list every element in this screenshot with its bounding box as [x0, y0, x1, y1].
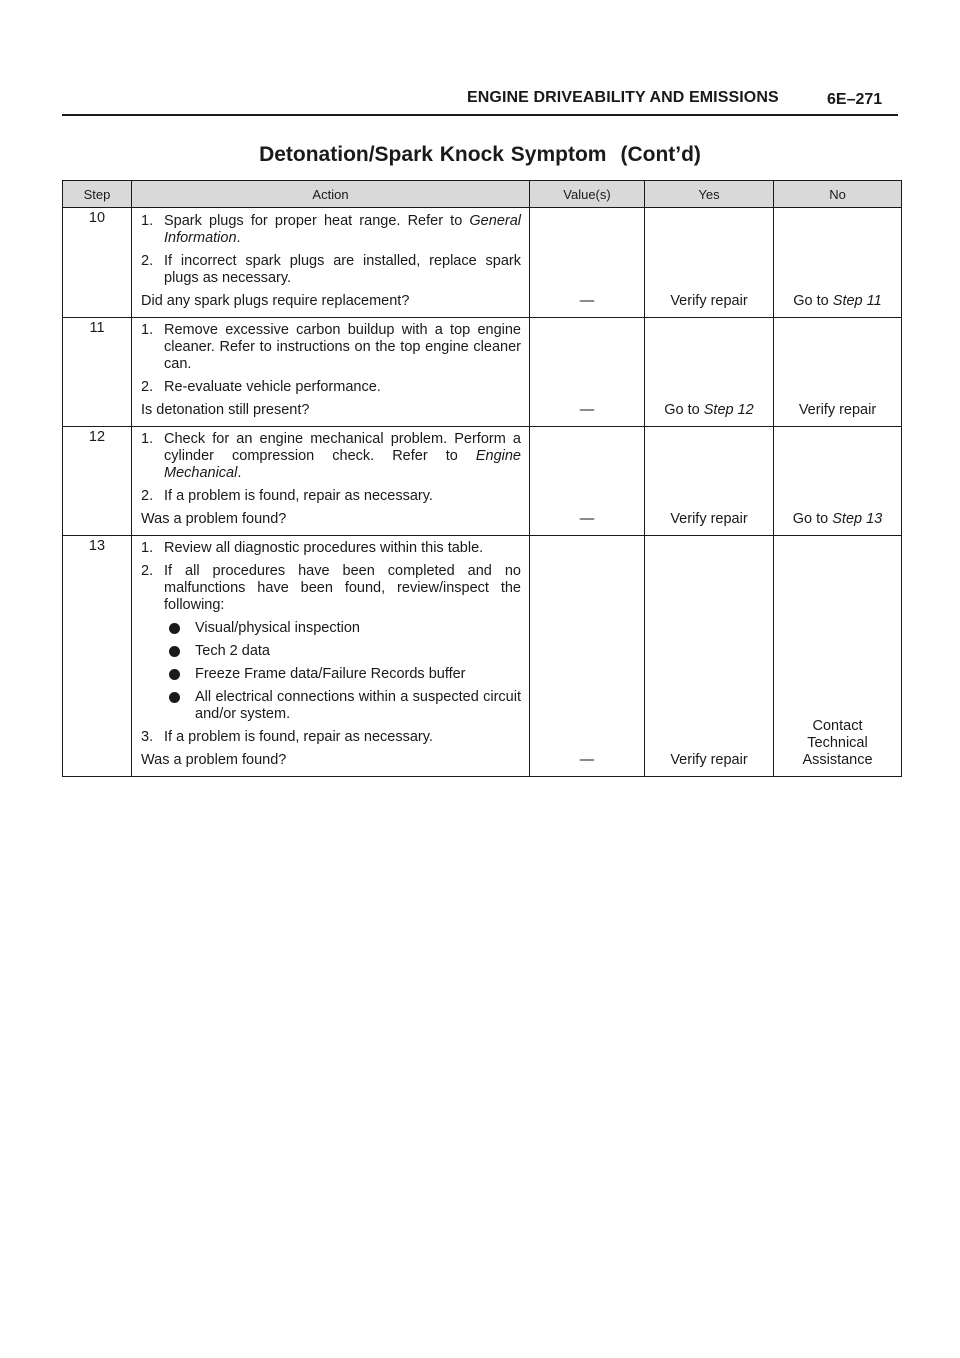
- step-number: 10: [63, 208, 132, 318]
- action-item: [141, 322, 521, 373]
- action-item: [141, 729, 521, 746]
- bullet-item: [166, 643, 521, 660]
- bullet-icon: [169, 692, 180, 703]
- step-number: 11: [63, 318, 132, 427]
- bullet-icon: [169, 623, 180, 634]
- bullet-text: Freeze Frame data/Failure Records buffer: [195, 666, 466, 682]
- item-text: [164, 213, 521, 247]
- item-text: Review all diagnostic procedures within this table.: [164, 540, 484, 556]
- column-header-action: Action: [132, 181, 530, 208]
- no-cell: [774, 208, 902, 318]
- column-header-values: Value(s): [530, 181, 645, 208]
- item-number: 1.: [141, 213, 154, 229]
- action-item: [141, 379, 521, 396]
- bullet-item: [166, 689, 521, 723]
- bullet-text: Tech 2 data: [195, 643, 270, 659]
- no-cell: [774, 536, 902, 777]
- bullet-text: Visual/physical inspection: [195, 620, 360, 636]
- yes-cell: [645, 318, 774, 427]
- no-cell: Verify repair: [774, 318, 902, 427]
- table-row: [63, 318, 902, 427]
- item-number: 1.: [141, 431, 154, 447]
- item-text: If a problem is found, repair as necessary.: [164, 729, 433, 745]
- column-header-yes: Yes: [645, 181, 774, 208]
- step-question: Was a problem found?: [141, 511, 287, 527]
- step-question: Did any spark plugs require replacement?: [141, 293, 410, 309]
- action-item: [141, 253, 521, 287]
- item-text: If all procedures have been completed and no malfunctions have been found, review/inspect the following:: [164, 563, 521, 613]
- step-number: 12: [63, 427, 132, 536]
- bullet-item: [166, 620, 521, 637]
- value-cell: —: [530, 318, 645, 427]
- item-number: 2.: [141, 253, 154, 269]
- title-main: Detonation/Spark Knock Symptom: [259, 143, 607, 166]
- item-text-body: Spark plugs for proper heat range. Refer to: [164, 213, 470, 229]
- no-line: Technical: [807, 735, 868, 751]
- bullet-icon: [169, 669, 180, 680]
- table-row: [63, 208, 902, 318]
- value-cell: —: [530, 208, 645, 318]
- item-text: If a problem is found, repair as necessary.: [164, 488, 433, 504]
- header-rule: [62, 114, 898, 116]
- item-text: [164, 431, 521, 482]
- action-cell: [132, 427, 530, 536]
- reference-link: Engine Mechanical: [164, 448, 521, 481]
- no-prefix: Go to: [792, 511, 833, 527]
- no-cell: [774, 427, 902, 536]
- action-cell: [132, 318, 530, 427]
- value-cell: —: [530, 536, 645, 777]
- no-line: Contact: [812, 718, 863, 734]
- yes-cell: Verify repair: [645, 427, 774, 536]
- item-text: If incorrect spark plugs are installed, replace spark plugs as necessary.: [164, 253, 521, 286]
- yes-prefix: Go to: [664, 402, 704, 418]
- step-question: Was a problem found?: [141, 752, 287, 768]
- item-number: 1.: [141, 540, 154, 556]
- table-row: [63, 427, 902, 536]
- action-item: [141, 213, 521, 247]
- value-cell: —: [530, 427, 645, 536]
- action-item: [141, 488, 521, 505]
- item-number: 2.: [141, 379, 154, 395]
- bullet-text: All electrical connections within a suspected circuit and/or system.: [195, 689, 521, 722]
- table-header-row: [63, 181, 902, 208]
- item-number: 2.: [141, 563, 154, 579]
- title-suffix: (Cont’d): [620, 143, 701, 166]
- item-number: 1.: [141, 322, 154, 338]
- no-prefix: Go to: [793, 293, 833, 309]
- item-text-end: .: [237, 465, 242, 481]
- step-reference: Step 13: [832, 511, 883, 527]
- action-item: [141, 540, 521, 557]
- yes-cell: Verify repair: [645, 536, 774, 777]
- action-item: [141, 431, 521, 482]
- step-question: Is detonation still present?: [141, 402, 310, 418]
- no-line: Assistance: [802, 752, 873, 768]
- bullet-item: [166, 666, 521, 683]
- page-title: [0, 143, 960, 167]
- item-text: Re-evaluate vehicle performance.: [164, 379, 381, 395]
- step-reference: Step 11: [832, 293, 882, 309]
- step-number: 13: [63, 536, 132, 777]
- item-number: 3.: [141, 729, 154, 745]
- item-text-end: .: [236, 230, 241, 246]
- yes-cell: Verify repair: [645, 208, 774, 318]
- action-item: [141, 563, 521, 614]
- item-number: 2.: [141, 488, 154, 504]
- page-number: 6E–271: [827, 91, 883, 108]
- column-header-step: Step: [63, 181, 132, 208]
- table-row: [63, 536, 902, 777]
- section-header: ENGINE DRIVEABILITY AND EMISSIONS: [467, 89, 779, 106]
- bullet-icon: [169, 646, 180, 657]
- item-text: Remove excessive carbon buildup with a top engine cleaner. Refer to instructions on the top engine cleaner can.: [164, 322, 521, 372]
- action-cell: [132, 536, 530, 777]
- diagnostic-table: [62, 180, 902, 777]
- step-reference: Step 12: [703, 402, 754, 418]
- reference-link: General Information: [164, 213, 521, 246]
- column-header-no: No: [774, 181, 902, 208]
- item-text-body: Check for an engine mechanical problem. Perform a cylinder compression check. Refer to: [164, 431, 521, 464]
- action-cell: [132, 208, 530, 318]
